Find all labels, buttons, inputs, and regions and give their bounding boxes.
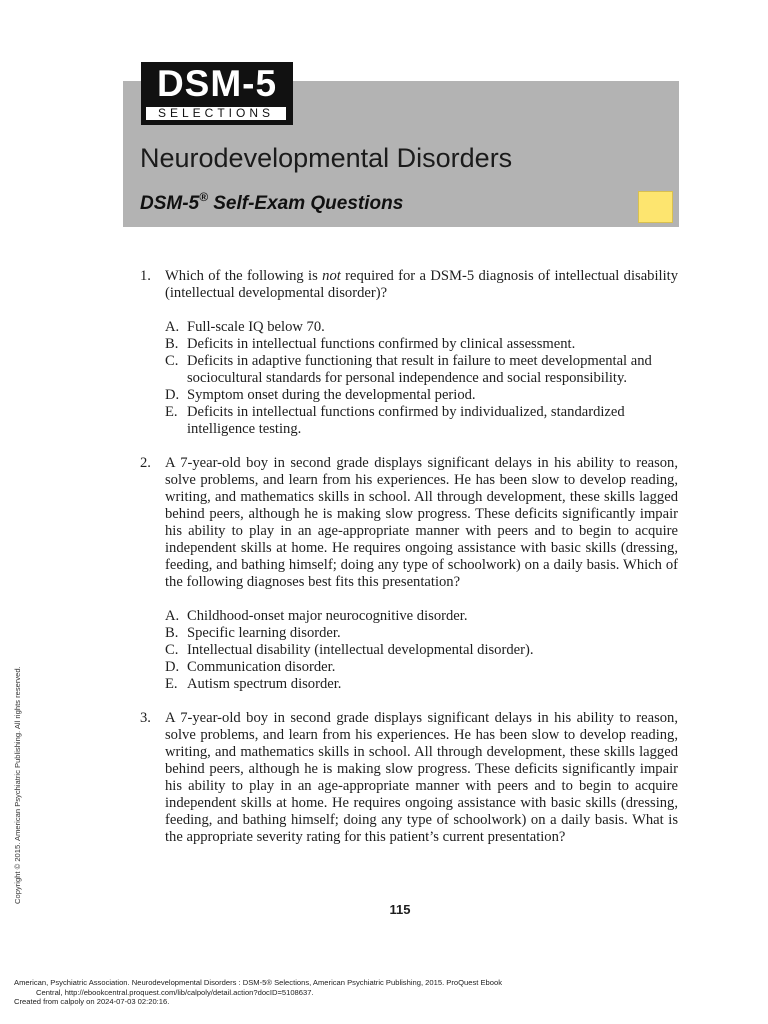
answer-option [165,336,678,353]
answer-options [165,608,678,693]
answer-options [165,319,678,438]
question-text: A 7-year-old boy in second grade displays significant delays in his ability to reason, solve problems, and learn from his experiences. He has been slow to develop reading, writing, and mathematics skills in school. All through development, these skills lagged behind peers, although he is making slow progress. These deficits significantly impair his ability to play in an age-appropriate manner with peers and to begin to acquire independent skills at home. He requires ongoing assistance with basic skills (dressing, feeding, and bathing himself; doing any type of schoolwork) on a daily basis. Which of the following diagnoses best fits this presentation? [165,455,678,590]
answer-option [165,404,678,438]
dsm5-selections-logo [141,62,293,125]
option-letter: C. [165,353,179,369]
logo-sub-text: SELECTIONS [146,107,286,120]
answer-option [165,387,678,404]
question-3 [140,710,678,846]
option-text: Deficits in adaptive functioning that result in failure to meet developmental and sociocultural standards for personal independence and social responsibility. [187,353,652,386]
option-text: Deficits in intellectual functions confirmed by individualized, standardized intelligence testing. [187,404,625,437]
footer-line: Central, http://ebookcentral.proquest.com/lib/calpoly/detail.action?docID=5108637. [36,987,314,997]
chapter-title: Neurodevelopmental Disorders [140,143,513,173]
question-text-part: Which of the following is [165,268,323,284]
option-text: Autism spectrum disorder. [187,676,342,692]
citation-footer [14,978,654,1007]
answer-option [165,353,678,387]
option-text: Specific learning disorder. [187,625,341,641]
subtitle-rest: Self-Exam Questions [207,193,404,214]
answer-option [165,319,678,336]
question-text [165,268,678,302]
answer-option [165,642,678,659]
page-number: 115 [389,902,411,917]
question-list [140,268,678,863]
option-letter: E. [165,404,178,420]
option-letter: E. [165,676,178,692]
option-text: Symptom onset during the developmental period. [187,387,476,403]
question-text: A 7-year-old boy in second grade displays significant delays in his ability to reason, solve problems, and learn from his experiences. He has been slow to develop reading, writing, and mathematics skills in school. All through development, these skills lagged behind peers, although he is making slow progress. These deficits significantly impair his ability to play in an age-appropriate manner with peers and to begin to acquire independent skills at home. He requires ongoing assistance with basic skills (dressing, feeding, and bathing himself; doing any type of schoolwork) on a daily basis. What is the appropriate severity rating for this patient’s current presentation? [165,710,678,845]
option-letter: D. [165,659,180,675]
question-number: 3. [140,710,151,726]
option-text: Full-scale IQ below 70. [187,319,325,335]
question-text-emphasis: not [322,268,341,284]
option-text: Childhood-onset major neurocognitive disorder. [187,608,468,624]
footer-line: American, Psychiatric Association. Neurodevelopmental Disorders : DSM-5® Selections, American Psychiatric Publishing, 2015. ProQuest Ebook [14,978,503,987]
question-2 [140,455,678,693]
question-number: 2. [140,455,151,471]
option-letter: B. [165,336,179,352]
copyright-side-note: Copyright © 2015. American Psychiatric Publishing. All rights reserved. [13,666,22,904]
footer-line: Created from calpoly on 2024-07-03 02:20:16. [14,997,170,1006]
logo-main-text: DSM-5 [156,63,278,104]
option-letter: A. [165,608,180,624]
answer-option [165,625,678,642]
subtitle-main: DSM-5 [140,193,200,214]
option-letter: B. [165,625,179,641]
option-text: Intellectual disability (intellectual developmental disorder). [187,642,534,658]
chapter-subtitle [140,190,403,218]
answer-option [165,608,678,625]
answer-option [165,659,678,676]
yellow-marker-box [638,191,673,223]
option-letter: C. [165,642,179,658]
option-letter: A. [165,319,180,335]
answer-option [165,676,678,693]
option-text: Deficits in intellectual functions confirmed by clinical assessment. [187,336,576,352]
option-text: Communication disorder. [187,659,336,675]
registered-mark: ® [199,190,208,204]
question-number: 1. [140,268,151,284]
question-text-part: required for a DSM-5 diagnosis of intellectual disability (intellectual developmental disorder)? [165,268,678,301]
option-letter: D. [165,387,180,403]
question-1 [140,268,678,438]
